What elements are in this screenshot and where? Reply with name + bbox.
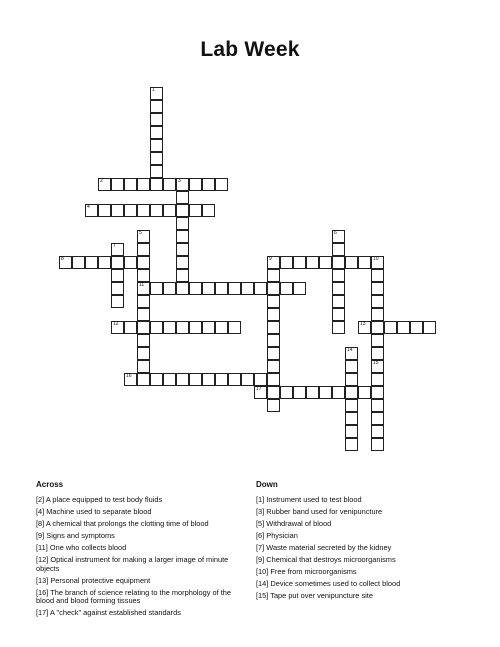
grid-cell[interactable] [163, 282, 176, 295]
grid-cell[interactable] [319, 386, 332, 399]
grid-cell[interactable] [137, 334, 150, 347]
grid-cell[interactable] [137, 373, 150, 386]
grid-cell[interactable] [345, 438, 358, 451]
grid-cell[interactable] [345, 399, 358, 412]
grid-cell[interactable] [111, 243, 124, 256]
grid-cell[interactable] [215, 373, 228, 386]
grid-cell[interactable] [150, 282, 163, 295]
grid-cell[interactable] [371, 412, 384, 425]
grid-cell[interactable] [332, 321, 345, 334]
grid-cell[interactable] [150, 152, 163, 165]
grid-cell[interactable] [137, 308, 150, 321]
grid-cell[interactable] [228, 321, 241, 334]
grid-cell[interactable] [176, 269, 189, 282]
grid-cell[interactable] [137, 295, 150, 308]
clue-number: 12 [113, 321, 119, 327]
grid-cell[interactable] [371, 399, 384, 412]
grid-cell[interactable] [202, 321, 215, 334]
grid-cell[interactable] [163, 373, 176, 386]
down-clue: [5] Withdrawal of blood [256, 519, 332, 528]
grid-cell[interactable] [176, 243, 189, 256]
clue-number: 6 [334, 230, 337, 236]
clue-number: 16 [126, 373, 132, 379]
grid-cell[interactable] [423, 321, 436, 334]
grid-cell[interactable] [254, 386, 267, 399]
grid-cell[interactable] [371, 256, 384, 269]
down-clue: [1] Instrument used to test blood [256, 495, 362, 504]
grid-cell[interactable] [280, 386, 293, 399]
grid-cell[interactable] [98, 178, 111, 191]
grid-cell[interactable] [215, 178, 228, 191]
grid-cell[interactable] [280, 282, 293, 295]
grid-cell[interactable] [267, 282, 280, 295]
grid-cell[interactable] [254, 282, 267, 295]
down-heading: Down [256, 480, 278, 489]
clue-number: 10 [373, 256, 379, 262]
grid-cell[interactable] [137, 256, 150, 269]
grid-cell[interactable] [137, 243, 150, 256]
grid-cell[interactable] [137, 282, 150, 295]
grid-cell[interactable] [371, 295, 384, 308]
clue-number: 4 [87, 204, 90, 210]
across-clue: [12] Optical instrument for making a larger image of minute objects [36, 555, 229, 573]
across-heading: Across [36, 480, 64, 489]
down-clue: [3] Rubber band used for venipuncture [256, 507, 383, 516]
grid-cell[interactable] [241, 282, 254, 295]
clue-number: 11 [139, 282, 145, 288]
grid-cell[interactable] [267, 399, 280, 412]
clue-number: 5 [139, 230, 142, 236]
down-clue: [6] Physician [256, 531, 298, 540]
clue-number: 3 [178, 178, 181, 184]
grid-cell[interactable] [267, 347, 280, 360]
grid-cell[interactable] [176, 373, 189, 386]
grid-cell[interactable] [358, 386, 371, 399]
grid-cell[interactable] [410, 321, 423, 334]
grid-cell[interactable] [176, 256, 189, 269]
grid-cell[interactable] [176, 204, 189, 217]
grid-cell[interactable] [371, 282, 384, 295]
grid-cell[interactable] [137, 178, 150, 191]
grid-cell[interactable] [111, 295, 124, 308]
grid-cell[interactable] [111, 204, 124, 217]
grid-cell[interactable] [267, 386, 280, 399]
grid-cell[interactable] [124, 373, 137, 386]
grid-cell[interactable] [189, 282, 202, 295]
grid-cell[interactable] [371, 386, 384, 399]
grid-cell[interactable] [98, 204, 111, 217]
grid-cell[interactable] [267, 295, 280, 308]
grid-cell[interactable] [189, 178, 202, 191]
grid-cell[interactable] [189, 373, 202, 386]
grid-cell[interactable] [332, 282, 345, 295]
grid-cell[interactable] [137, 269, 150, 282]
grid-cell[interactable] [176, 217, 189, 230]
grid-cell[interactable] [124, 256, 137, 269]
grid-cell[interactable] [267, 308, 280, 321]
grid-cell[interactable] [215, 321, 228, 334]
grid-cell[interactable] [332, 243, 345, 256]
down-clue: [9] Chemical that destroys microorganisms [256, 555, 396, 564]
grid-cell[interactable] [267, 321, 280, 334]
grid-cell[interactable] [85, 256, 98, 269]
grid-cell[interactable] [345, 386, 358, 399]
grid-cell[interactable] [267, 373, 280, 386]
grid-cell[interactable] [111, 282, 124, 295]
grid-cell[interactable] [293, 386, 306, 399]
grid-cell[interactable] [267, 360, 280, 373]
grid-cell[interactable] [371, 425, 384, 438]
down-clue: [7] Waste material secreted by the kidney [256, 543, 392, 552]
grid-cell[interactable] [163, 321, 176, 334]
down-clue: [14] Device sometimes used to collect blood [256, 579, 401, 588]
grid-cell[interactable] [241, 373, 254, 386]
across-clue: [9] Signs and symptoms [36, 531, 115, 540]
grid-cell[interactable] [332, 256, 345, 269]
grid-cell[interactable] [228, 282, 241, 295]
grid-cell[interactable] [137, 230, 150, 243]
grid-cell[interactable] [345, 412, 358, 425]
grid-cell[interactable] [176, 230, 189, 243]
grid-cell[interactable] [98, 256, 111, 269]
across-clue: [17] A "check" against established standards [36, 608, 181, 617]
grid-cell[interactable] [267, 334, 280, 347]
puzzle-title: Lab Week [200, 38, 300, 61]
grid-cell[interactable] [319, 256, 332, 269]
grid-cell[interactable] [345, 373, 358, 386]
grid-cell[interactable] [371, 373, 384, 386]
down-clue: [10] Free from microorganisms [256, 567, 357, 576]
across-clue: [13] Personal protective equipment [36, 575, 151, 585]
grid-cell[interactable] [137, 204, 150, 217]
grid-cell[interactable] [111, 178, 124, 191]
clue-number: 7 [113, 243, 116, 249]
clue-number: 1 [152, 87, 155, 93]
grid-cell[interactable] [345, 347, 358, 360]
grid-cell[interactable] [59, 256, 72, 269]
across-clue: [2] A place equipped to test body fluids [36, 495, 163, 504]
grid-cell[interactable] [150, 100, 163, 113]
grid-cell[interactable] [306, 386, 319, 399]
grid-cell[interactable] [293, 256, 306, 269]
grid-cell[interactable] [332, 386, 345, 399]
grid-cell[interactable] [150, 204, 163, 217]
clue-number: 17 [256, 386, 262, 392]
across-clue: [11] One who collects blood [36, 543, 127, 552]
clue-number: 2 [100, 178, 103, 184]
grid-cell[interactable] [306, 256, 319, 269]
grid-cell[interactable] [371, 360, 384, 373]
grid-cell[interactable] [176, 178, 189, 191]
grid-cell[interactable] [345, 425, 358, 438]
grid-cell[interactable] [124, 321, 137, 334]
grid-cell[interactable] [202, 282, 215, 295]
clue-number: 14 [347, 347, 353, 353]
grid-cell[interactable] [345, 256, 358, 269]
grid-cell[interactable] [371, 321, 384, 334]
grid-cell[interactable] [176, 282, 189, 295]
grid-cell[interactable] [280, 256, 293, 269]
grid-cell[interactable] [150, 373, 163, 386]
across-clue-list [36, 496, 246, 621]
across-clue: [8] A chemical that prolongs the clotting time of blood [36, 519, 209, 528]
grid-cell[interactable] [371, 347, 384, 360]
down-clue: [15] Tape put over venipuncture site [256, 591, 373, 600]
clue-number: 15 [373, 360, 379, 366]
across-clue: [16] The branch of science relating to the morphology of the blood and blood forming tissues [36, 587, 232, 605]
grid-cell[interactable] [176, 191, 189, 204]
clue-number: 9 [269, 256, 272, 262]
grid-cell[interactable] [137, 360, 150, 373]
grid-cell[interactable] [228, 373, 241, 386]
grid-cell[interactable] [202, 373, 215, 386]
grid-cell[interactable] [397, 321, 410, 334]
grid-cell[interactable] [254, 373, 267, 386]
grid-cell[interactable] [124, 178, 137, 191]
grid-cell[interactable] [150, 126, 163, 139]
grid-cell[interactable] [358, 321, 371, 334]
grid-cell[interactable] [215, 282, 228, 295]
grid-cell[interactable] [293, 282, 306, 295]
grid-cell[interactable] [189, 321, 202, 334]
grid-cell[interactable] [163, 204, 176, 217]
grid-cell[interactable] [332, 308, 345, 321]
grid-cell[interactable] [150, 139, 163, 152]
grid-cell[interactable] [111, 321, 124, 334]
grid-cell[interactable] [202, 178, 215, 191]
grid-cell[interactable] [137, 321, 150, 334]
grid-cell[interactable] [267, 256, 280, 269]
grid-cell[interactable] [124, 204, 137, 217]
grid-cell[interactable] [137, 347, 150, 360]
grid-cell[interactable] [371, 334, 384, 347]
clue-number: 8 [61, 256, 64, 262]
grid-cell[interactable] [72, 256, 85, 269]
grid-cell[interactable] [176, 321, 189, 334]
grid-cell[interactable] [371, 308, 384, 321]
grid-cell[interactable] [358, 256, 371, 269]
down-clue-list [256, 496, 476, 604]
grid-cell[interactable] [332, 295, 345, 308]
grid-cell[interactable] [111, 269, 124, 282]
grid-cell[interactable] [150, 321, 163, 334]
grid-cell[interactable] [332, 230, 345, 243]
grid-cell[interactable] [163, 178, 176, 191]
grid-cell[interactable] [371, 438, 384, 451]
grid-cell[interactable] [345, 360, 358, 373]
grid-cell[interactable] [85, 204, 98, 217]
grid-cell[interactable] [371, 269, 384, 282]
clue-number: 13 [360, 321, 366, 327]
grid-cell[interactable] [332, 269, 345, 282]
grid-cell[interactable] [150, 87, 163, 100]
across-clue: [4] Machine used to separate blood [36, 507, 152, 516]
grid-cell[interactable] [189, 204, 202, 217]
grid-cell[interactable] [150, 165, 163, 178]
grid-cell[interactable] [150, 113, 163, 126]
grid-cell[interactable] [384, 321, 397, 334]
grid-cell[interactable] [111, 256, 124, 269]
grid-cell[interactable] [267, 269, 280, 282]
grid-cell[interactable] [202, 204, 215, 217]
grid-cell[interactable] [150, 178, 163, 191]
